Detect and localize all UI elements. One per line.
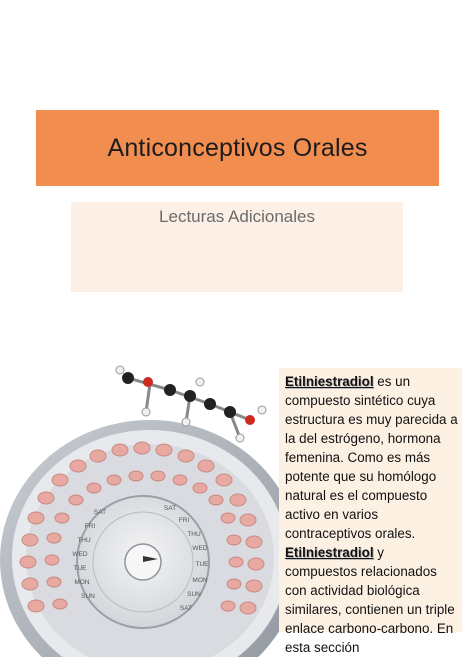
svg-text:SAT: SAT: [179, 605, 193, 612]
term-etilniestradiol-1: Etilniestradiol: [285, 374, 374, 389]
svg-text:SUN: SUN: [187, 591, 201, 598]
term-etilniestradiol-2: Etilniestradiol: [285, 545, 374, 560]
slide-title: Anticonceptivos Orales: [107, 133, 368, 162]
slide-subtitle: Lecturas Adicionales: [159, 207, 315, 226]
svg-text:WED: WED: [192, 545, 208, 552]
svg-text:FRI: FRI: [178, 517, 190, 524]
svg-text:TUE: TUE: [195, 561, 209, 568]
svg-text:THU: THU: [77, 537, 91, 544]
svg-text:MON: MON: [192, 577, 208, 584]
svg-text:TUE: TUE: [73, 565, 87, 572]
body-text-2: y compuestos relacionados con actividad biológica similares, contienen un triple enlace carbono-carbono. En esta sección: [285, 545, 455, 655]
svg-text:SUN: SUN: [81, 593, 95, 600]
svg-text:MON: MON: [74, 579, 90, 586]
title-banner: [36, 110, 439, 186]
svg-text:SAT: SAT: [163, 505, 177, 512]
subtitle-box: [71, 202, 403, 292]
svg-text:WED: WED: [72, 551, 88, 558]
svg-text:THU: THU: [187, 531, 201, 538]
svg-text:SAT: SAT: [93, 509, 107, 516]
svg-text:FRI: FRI: [84, 523, 96, 530]
pill-pack-photo: [0, 360, 274, 632]
body-text-1: es un compuesto sintético cuya estructura es muy parecida a la del estrógeno, hormona femenina. Como es más potente que su homólogo natural es el compuesto activo en varios contraceptivos orales.: [285, 374, 458, 541]
body-paragraph: [279, 368, 462, 657]
text-panel: [279, 368, 462, 655]
